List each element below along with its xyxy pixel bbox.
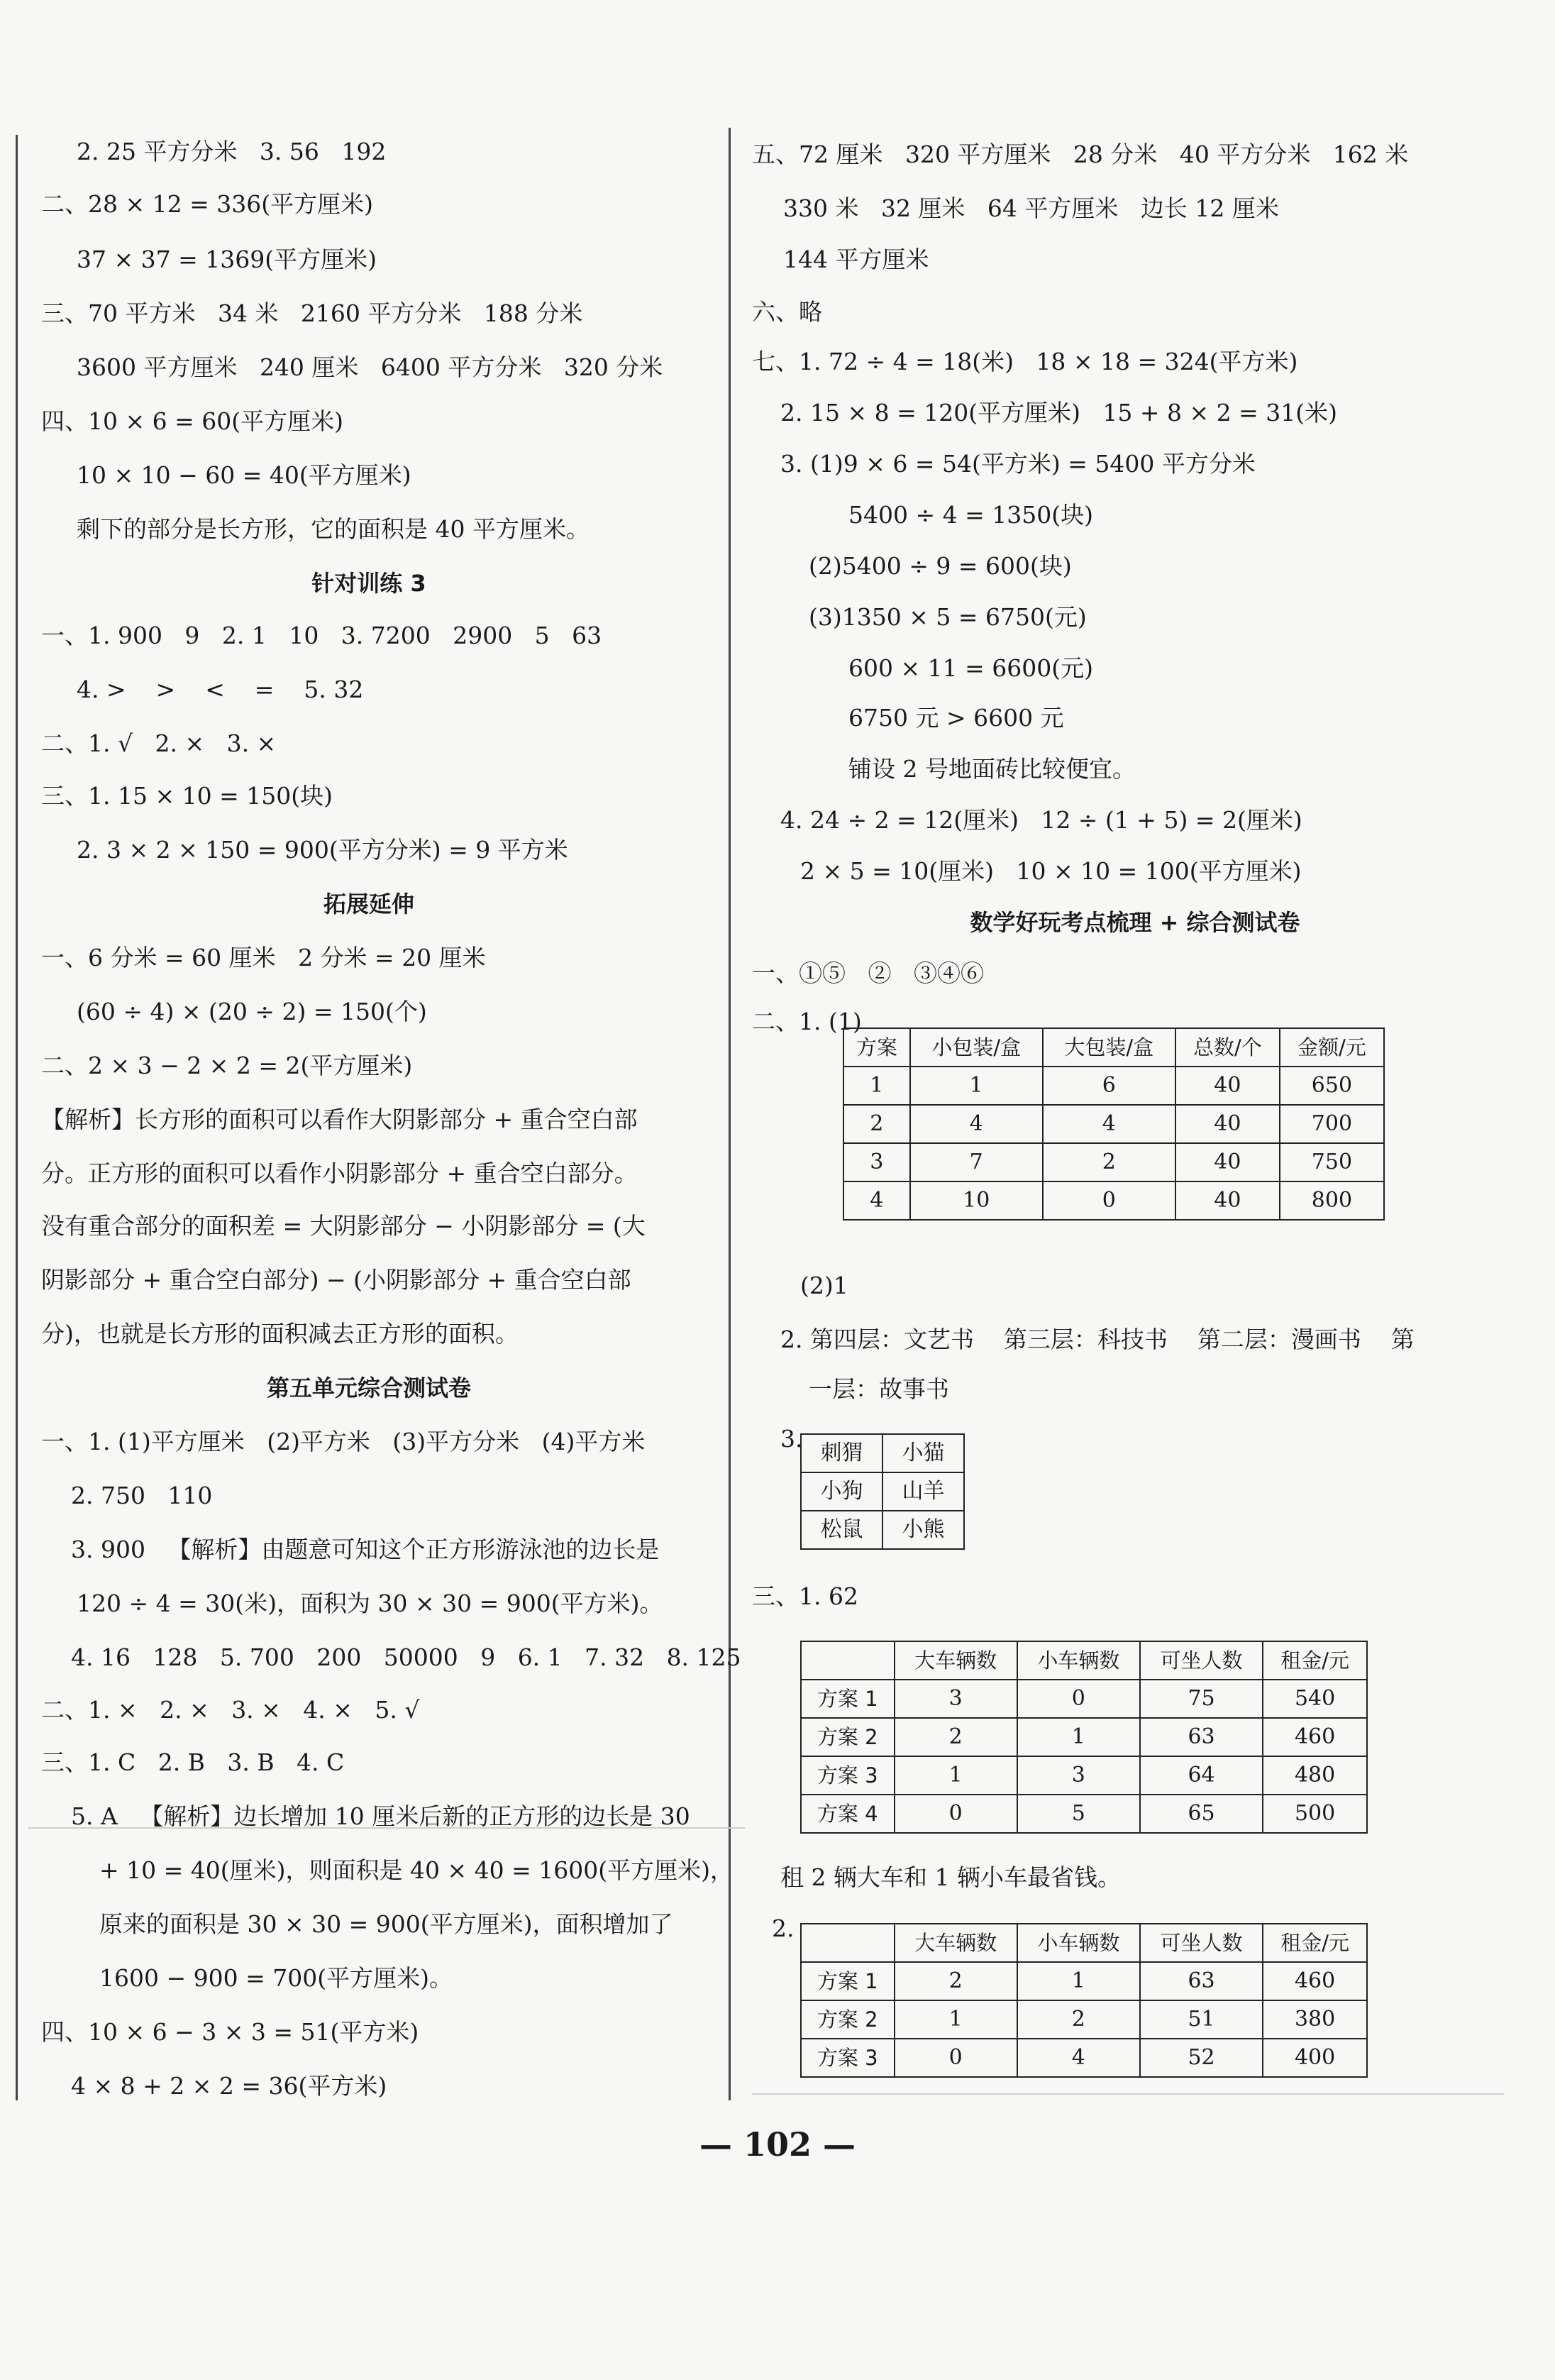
table-row (801, 1756, 1367, 1795)
table-cell: 5 (1017, 1795, 1140, 1833)
answer-line: 10 × 10 − 60 = 40(平方厘米) (77, 461, 411, 489)
table-row (843, 1067, 1384, 1105)
bus-rental-table (800, 1641, 1368, 1834)
answer-line: 二、2 × 3 − 2 × 2 = 2(平方厘米) (41, 1052, 413, 1079)
table-cell: 3 (895, 1680, 1017, 1718)
table-cell: 1 (1017, 1962, 1140, 2000)
section-heading: 针对训练 3 (311, 570, 426, 597)
answer-line: 2. 3 × 2 × 150 = 900(平方分米) = 9 平方米 (77, 836, 568, 864)
table-header-cell: 小车辆数 (1017, 1641, 1140, 1680)
table-cell: 75 (1140, 1680, 1263, 1718)
answer-line: 120 ÷ 4 = 30(米)，面积为 30 × 30 = 900(平方米)。 (77, 1590, 663, 1617)
answer-line: 二、1. × 2. × 3. × 4. × 5. √ (41, 1696, 420, 1724)
table-cell: 2 (843, 1105, 910, 1143)
table-cell: 40 (1175, 1105, 1280, 1143)
answer-line: 37 × 37 = 1369(平方厘米) (77, 246, 377, 273)
table-cell: 51 (1140, 2000, 1263, 2039)
table-cell: 3 (1017, 1756, 1140, 1795)
answer-line: 一、6 分米 = 60 厘米 2 分米 = 20 厘米 (41, 944, 486, 971)
answer-line: 2. 25 平方分米 3. 56 192 (77, 138, 387, 165)
explanation-line: 阴影部分 + 重合空白部分) − (小阴影部分 + 重合空白部 (41, 1266, 631, 1294)
answer-line: 600 × 11 = 6600(元) (848, 654, 1093, 682)
table-header-row (801, 1924, 1367, 1962)
answer-line: 4. > > < = 5. 32 (77, 676, 364, 703)
table-row (801, 1434, 964, 1472)
table-header-cell (801, 1924, 895, 1962)
table-cell: 6 (1043, 1067, 1175, 1105)
table-cell: 1 (1017, 1718, 1140, 1756)
answer-line: 一、1. 900 9 2. 1 10 3. 7200 2900 5 63 (41, 622, 602, 649)
table-row (801, 1472, 964, 1511)
explanation-line: 【解析】长方形的面积可以看作大阴影部分 + 重合空白部 (41, 1106, 638, 1133)
table-row (801, 1962, 1367, 2000)
answer-line: 租 2 辆大车和 1 辆小车最省钱。 (780, 1863, 1121, 1891)
answer-line: 三、1. C 2. B 3. B 4. C (41, 1748, 345, 1776)
table-header-cell: 租金/元 (1263, 1641, 1367, 1680)
table-cell: 方案 3 (801, 2039, 895, 2077)
table-header-row (801, 1641, 1367, 1680)
table-cell: 1 (895, 2000, 1017, 2039)
packaging-table (843, 1028, 1385, 1221)
table-cell: 小熊 (882, 1511, 964, 1549)
answer-line: 2. 15 × 8 = 120(平方厘米) 15 + 8 × 2 = 31(米) (780, 399, 1338, 426)
table-cell: 方案 3 (801, 1756, 895, 1795)
answer-line: 2. 第四层：文艺书 第三层：科技书 第二层：漫画书 第 (780, 1326, 1415, 1353)
column-divider (729, 128, 731, 2100)
animal-match-table (800, 1433, 965, 1550)
answer-line: 一、1. (1)平方厘米 (2)平方米 (3)平方分米 (4)平方米 (41, 1428, 646, 1455)
answer-line: 六、略 (752, 298, 822, 326)
answer-line: 原来的面积是 30 × 30 = 900(平方厘米)，面积增加了 (99, 1910, 673, 1938)
table-cell: 460 (1263, 1718, 1367, 1756)
answer-line: 2. (772, 1915, 795, 1942)
table-header-row (843, 1028, 1384, 1067)
answer-line: 2. 750 110 (71, 1482, 213, 1509)
table-cell: 800 (1280, 1181, 1384, 1220)
answer-line: 三、70 平方米 34 米 2160 平方分米 188 分米 (41, 299, 583, 327)
answer-line: 四、10 × 6 − 3 × 3 = 51(平方米) (41, 2018, 419, 2046)
answer-line: 3. (780, 1425, 803, 1453)
section-heading: 拓展延伸 (323, 891, 414, 918)
table-row (801, 1795, 1367, 1833)
table-cell: 52 (1140, 2039, 1263, 2077)
table-cell: 480 (1263, 1756, 1367, 1795)
answer-line: 5400 ÷ 4 = 1350(块) (848, 501, 1093, 529)
answer-line: 一、①⑤ ② ③④⑥ (752, 959, 984, 987)
table-cell: 0 (895, 2039, 1017, 2077)
table-cell: 650 (1280, 1067, 1384, 1105)
answer-line: 2 × 5 = 10(厘米) 10 × 10 = 100(平方厘米) (800, 857, 1302, 885)
table-cell: 0 (1043, 1181, 1175, 1220)
answer-line: 四、10 × 6 = 60(平方厘米) (41, 407, 343, 435)
answer-line: + 10 = 40(厘米)，则面积是 40 × 40 = 1600(平方厘米)， (99, 1856, 734, 1884)
explanation-line: 没有重合部分的面积差 = 大阴影部分 − 小阴影部分 = (大 (41, 1212, 646, 1240)
table-row (843, 1181, 1384, 1220)
table-cell: 方案 1 (801, 1680, 895, 1718)
table-header-cell: 大包装/盒 (1043, 1028, 1175, 1067)
answer-line: 3600 平方厘米 240 厘米 6400 平方分米 320 分米 (77, 353, 663, 381)
answer-line: 二、1. √ 2. × 3. × (41, 729, 277, 757)
table-row (801, 2000, 1367, 2039)
table-cell: 380 (1263, 2000, 1367, 2039)
answer-line: 1600 − 900 = 700(平方厘米)。 (99, 1964, 453, 1992)
answer-line: 4. 24 ÷ 2 = 12(厘米) 12 ÷ (1 + 5) = 2(厘米) (780, 806, 1302, 834)
section-heading: 第五单元综合测试卷 (266, 1374, 471, 1401)
table-cell: 方案 1 (801, 1962, 895, 2000)
answer-line: 144 平方厘米 (783, 246, 929, 273)
answer-line: 6750 元 > 6600 元 (848, 704, 1064, 732)
table-row (801, 1718, 1367, 1756)
table-cell: 40 (1175, 1067, 1280, 1105)
answer-line: (2)1 (800, 1272, 848, 1299)
table-cell: 1 (843, 1067, 910, 1105)
table-cell: 3 (843, 1143, 910, 1181)
table-cell: 山羊 (882, 1472, 964, 1511)
table-cell: 40 (1175, 1143, 1280, 1181)
table-cell: 方案 2 (801, 2000, 895, 2039)
answer-line: 三、1. 15 × 10 = 150(块) (41, 782, 333, 810)
table-header-cell: 总数/个 (1175, 1028, 1280, 1067)
table-cell: 63 (1140, 1718, 1263, 1756)
table-cell: 小狗 (801, 1472, 882, 1511)
table-header-cell: 大车辆数 (895, 1924, 1017, 1962)
table-cell: 0 (895, 1795, 1017, 1833)
table-cell: 1 (910, 1067, 1043, 1105)
table-row (801, 1511, 964, 1549)
table-cell: 750 (1280, 1143, 1384, 1181)
table-header-cell: 小车辆数 (1017, 1924, 1140, 1962)
page-number: — 102 — (699, 2125, 856, 2164)
left-margin-rule (16, 135, 18, 2100)
answer-line: 二、1. (1) (752, 1008, 862, 1035)
table-row (801, 2039, 1367, 2077)
table-cell: 刺猬 (801, 1434, 882, 1472)
answer-line: 五、72 厘米 320 平方厘米 28 分米 40 平方分米 162 米 (752, 141, 1409, 168)
answer-line: 5. A 【解析】边长增加 10 厘米后新的正方形的边长是 30 (71, 1802, 690, 1830)
table-header-cell (801, 1641, 895, 1680)
answer-line: 4. 16 128 5. 700 200 50000 9 6. 1 7. 32 8. 125 (71, 1643, 741, 1671)
answer-line: (60 ÷ 4) × (20 ÷ 2) = 150(个) (77, 998, 427, 1025)
table-cell: 2 (1017, 2000, 1140, 2039)
table-cell: 10 (910, 1181, 1043, 1220)
answer-line: (2)5400 ÷ 9 = 600(块) (809, 552, 1072, 580)
table-cell: 1 (895, 1756, 1017, 1795)
table-cell: 小猫 (882, 1434, 964, 1472)
explanation-line: 分。正方形的面积可以看作小阴影部分 + 重合空白部分。 (41, 1159, 638, 1187)
answer-line: 3. 900 【解析】由题意可知这个正方形游泳池的边长是 (71, 1536, 660, 1563)
answer-line: 一层：故事书 (809, 1375, 949, 1403)
table-cell: 4 (1043, 1105, 1175, 1143)
table-cell: 500 (1263, 1795, 1367, 1833)
table-cell: 2 (895, 1718, 1017, 1756)
table-cell: 2 (895, 1962, 1017, 2000)
answer-line: 二、28 × 12 = 336(平方厘米) (41, 190, 373, 218)
answer-line: 3. (1)9 × 6 = 54(平方米) = 5400 平方分米 (780, 450, 1256, 478)
table-header-cell: 金额/元 (1280, 1028, 1384, 1067)
table-cell: 4 (910, 1105, 1043, 1143)
table-cell: 7 (910, 1143, 1043, 1181)
answer-line: 330 米 32 厘米 64 平方厘米 边长 12 厘米 (783, 194, 1279, 222)
scan-line (752, 2093, 1504, 2095)
answer-line: 七、1. 72 ÷ 4 = 18(米) 18 × 18 = 324(平方米) (752, 348, 1298, 375)
table-cell: 0 (1017, 1680, 1140, 1718)
table-cell: 方案 2 (801, 1718, 895, 1756)
table-cell: 2 (1043, 1143, 1175, 1181)
table-header-cell: 小包装/盒 (910, 1028, 1043, 1067)
table-row (801, 1680, 1367, 1718)
table-cell: 4 (843, 1181, 910, 1220)
table-cell: 400 (1263, 2039, 1367, 2077)
table-header-cell: 可坐人数 (1140, 1641, 1263, 1680)
answer-line: 铺设 2 号地面砖比较便宜。 (848, 755, 1136, 783)
table-cell: 65 (1140, 1795, 1263, 1833)
answer-line: 4 × 8 + 2 × 2 = 36(平方米) (71, 2072, 387, 2100)
answer-line: (3)1350 × 5 = 6750(元) (809, 603, 1087, 631)
table-row (843, 1143, 1384, 1181)
table-cell: 40 (1175, 1181, 1280, 1220)
bus-rental-table-2 (800, 1923, 1368, 2078)
table-header-cell: 方案 (843, 1028, 910, 1067)
answer-line: 剩下的部分是长方形，它的面积是 40 平方厘米。 (77, 515, 590, 543)
table-cell: 540 (1263, 1680, 1367, 1718)
table-cell: 700 (1280, 1105, 1384, 1143)
explanation-line: 分)，也就是长方形的面积减去正方形的面积。 (41, 1320, 519, 1348)
table-cell: 松鼠 (801, 1511, 882, 1549)
section-heading: 数学好玩考点梳理 + 综合测试卷 (970, 909, 1300, 936)
answer-line: 三、1. 62 (752, 1582, 858, 1610)
table-cell: 63 (1140, 1962, 1263, 2000)
table-cell: 4 (1017, 2039, 1140, 2077)
table-header-cell: 可坐人数 (1140, 1924, 1263, 1962)
table-header-cell: 租金/元 (1263, 1924, 1367, 1962)
table-cell: 方案 4 (801, 1795, 895, 1833)
table-cell: 460 (1263, 1962, 1367, 2000)
table-row (843, 1105, 1384, 1143)
table-header-cell: 大车辆数 (895, 1641, 1017, 1680)
table-cell: 64 (1140, 1756, 1263, 1795)
